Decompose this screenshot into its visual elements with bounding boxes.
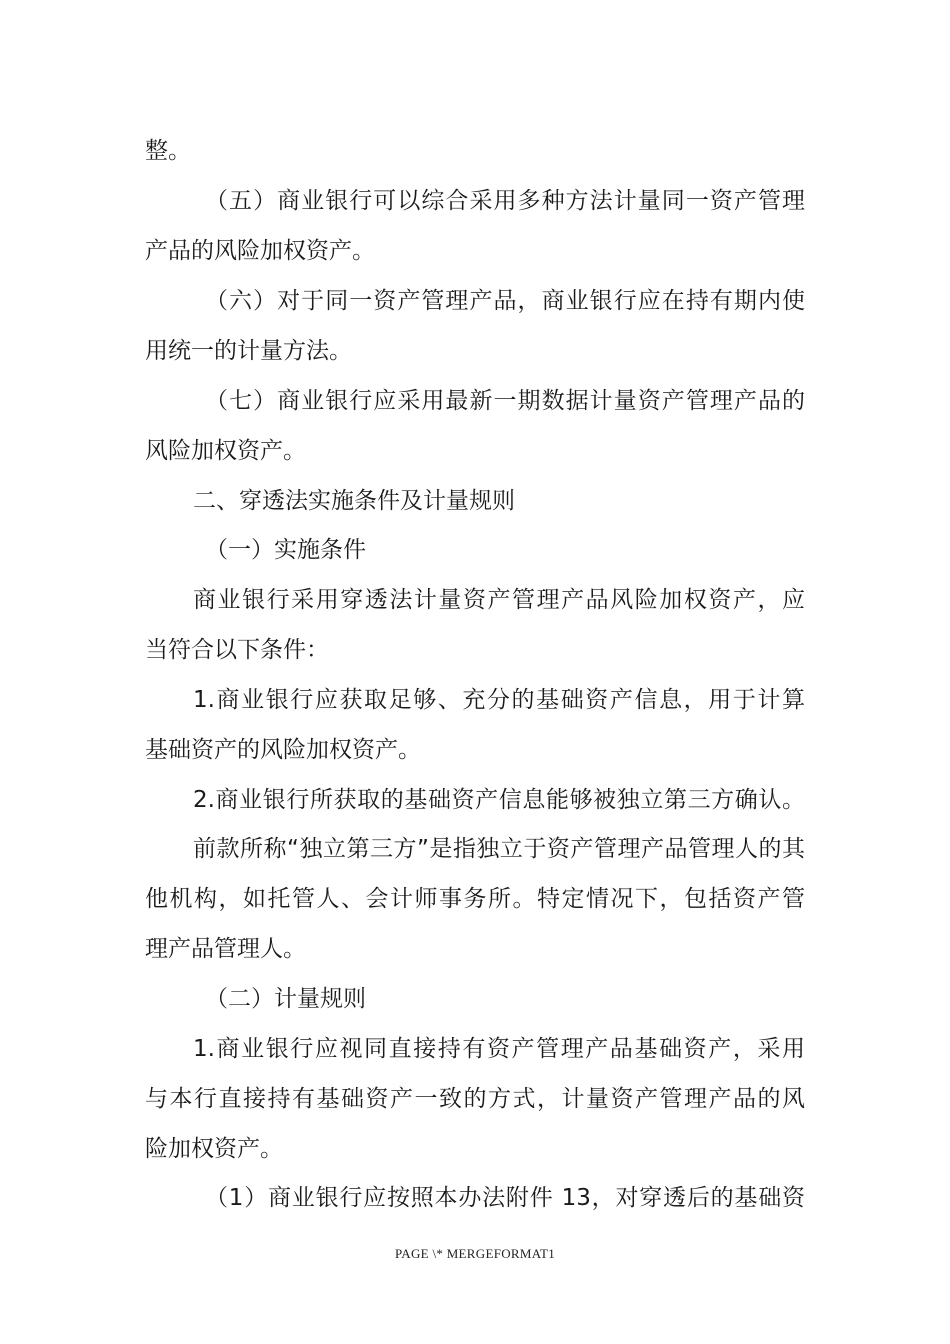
- subsection-heading-2: （二）计量规则: [205, 986, 366, 1012]
- conditions-intro-line-2: 当符合以下条件：: [145, 637, 329, 663]
- third-party-line-1: 前款所称“独立第三方”是指独立于资产管理产品管理人的其: [193, 836, 805, 862]
- subsection-heading-1: （一）实施条件: [205, 537, 366, 563]
- condition-1-line-1: 1.商业银行应获取足够、充分的基础资产信息，用于计算: [193, 687, 805, 713]
- rule-1-line-2: 与本行直接持有基础资产一致的方式，计量资产管理产品的风: [145, 1086, 805, 1112]
- rule-1-line-3: 险加权资产。: [145, 1136, 283, 1162]
- paragraph-6-line-1: （六）对于同一资产管理产品，商业银行应在持有期内使: [205, 288, 805, 314]
- rule-1-item-1-line: （1）商业银行应按照本办法附件 13，对穿透后的基础资: [205, 1185, 805, 1211]
- paragraph-7-line-1: （七）商业银行应采用最新一期数据计量资产管理产品的: [205, 388, 805, 414]
- conditions-intro-line-1: 商业银行采用穿透法计量资产管理产品风险加权资产，应: [193, 587, 805, 613]
- third-party-line-2: 他机构，如托管人、会计师事务所。特定情况下，包括资产管: [145, 886, 805, 912]
- rule-1-line-1: 1.商业银行应视同直接持有资产管理产品基础资产，采用: [193, 1036, 805, 1062]
- condition-2-line: 2.商业银行所获取的基础资产信息能够被独立第三方确认。: [193, 787, 805, 813]
- text-line: 整。: [145, 138, 191, 164]
- paragraph-6-line-2: 用统一的计量方法。: [145, 338, 352, 364]
- third-party-line-3: 理产品管理人。: [145, 936, 306, 962]
- paragraph-5-line-2: 产品的风险加权资产。: [145, 238, 375, 264]
- page-footer-field: PAGE \* MERGEFORMAT1: [394, 1246, 556, 1261]
- condition-1-line-2: 基础资产的风险加权资产。: [145, 737, 421, 763]
- paragraph-5-line-1: （五）商业银行可以综合采用多种方法计量同一资产管理: [205, 188, 805, 214]
- paragraph-7-line-2: 风险加权资产。: [145, 438, 306, 464]
- section-heading: 二、穿透法实施条件及计量规则: [193, 488, 515, 514]
